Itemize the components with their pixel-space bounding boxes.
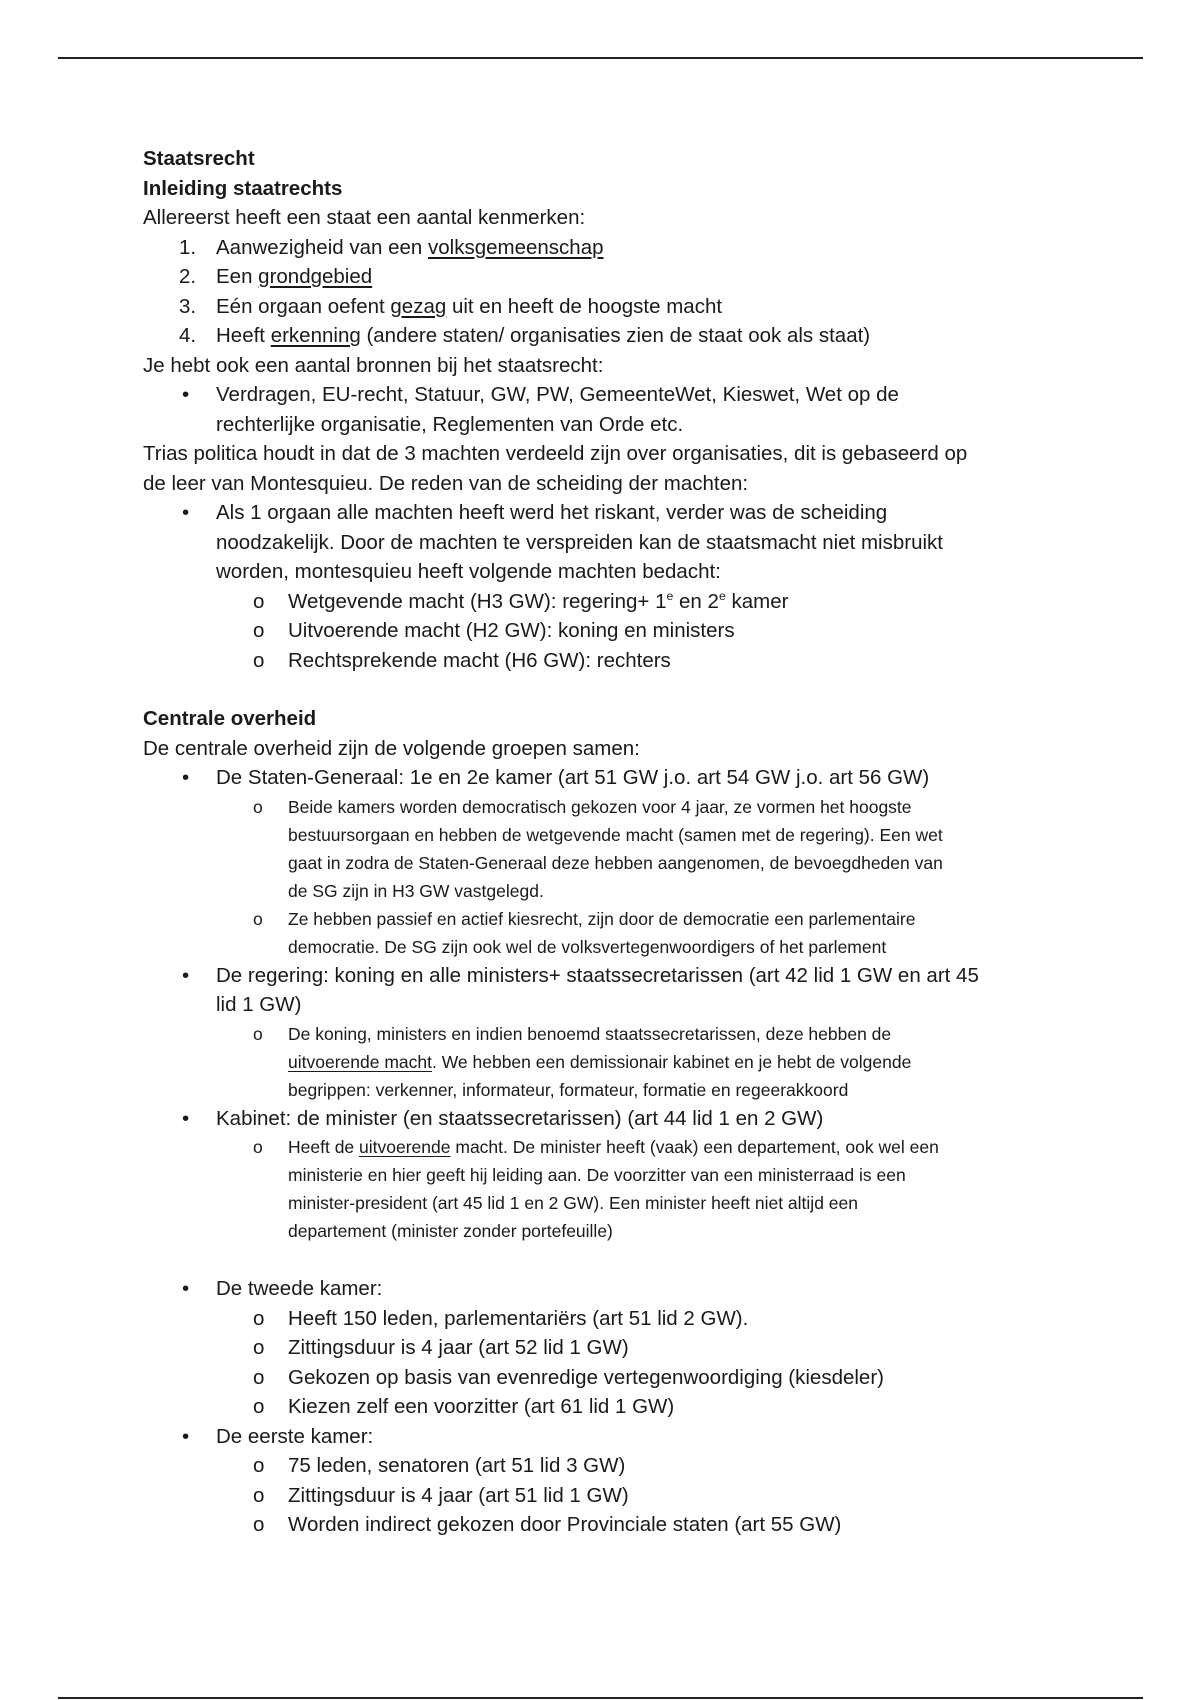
staten-generaal-sub: o Beide kamers worden democratisch gekozen voor 4 jaar, ze vormen het hoogste bestuursorgaan en hebben de wetgevende macht (samen met de regering). Een wet gaat in zodra de Staten-Generaal deze hebben aangenomen, de bevoegdheden van de SG zijn in H3 GW vastgelegd. [253, 796, 943, 901]
bronnen-intro: Je hebt ook een aantal bronnen bij het staatsrecht: [143, 353, 604, 377]
macht-item: o Wetgevende macht (H3 GW): regering+ $1^e$ en 2e kamer [253, 588, 789, 613]
kenmerk-item: 3. Eén orgaan oefent gezag uit en heeft de hoogste macht [179, 294, 723, 318]
eerste-kamer-item: • De eerste kamer: [182, 1424, 374, 1448]
document-body [143, 144, 1073, 1540]
tweede-kamer-sub: o Kiezen zelf een voorzitter (art 61 lid 1 GW) [253, 1395, 675, 1418]
kenmerk-item: 4. Heeft erkenning (andere staten/ organisaties zien de staat ook als staat) [179, 324, 871, 347]
kenmerk-item: 2. Een grondgebied [179, 265, 373, 288]
tweede-kamer-sub: o Heeft 150 leden, parlementariërs (art 51 lid 2 GW). [253, 1306, 749, 1330]
eerste-kamer-sub: o Zittingsduur is 4 jaar (art 51 lid 1 GW) [253, 1483, 629, 1507]
kabinet-sub: o Heeft de uitvoerende macht. De minister heeft (vaak) een departement, ook wel een ministerie en hier geeft hij leiding aan. De voorzitter van een ministerraad is een minister-president (art 45 lid 1 en 2 GW). Een minister heeft niet altijd een departement (minister zonder portefeuille) [253, 1137, 939, 1241]
intro-text: Allereerst heeft een staat een aantal kenmerken: [143, 206, 586, 229]
header-rule [58, 57, 1143, 59]
trias-paragraph: Trias politica houdt in dat de 3 machten verdeeld zijn over organisaties, dit is gebaseerd op de leer van Montesquieu. De reden van de scheiding der machten: [143, 442, 968, 495]
tweede-kamer-item: • De tweede kamer: [182, 1277, 383, 1300]
doc-subtitle: Inleiding staatrechts [143, 176, 343, 200]
tweede-kamer-sub: o Zittingsduur is 4 jaar (art 52 lid 1 GW) [253, 1336, 629, 1359]
regering-sub: o De koning, ministers en indien benoemd staatssecretarissen, deze hebben de uitvoerende macht. We hebben een demissionair kabinet en je hebt de volgende begrippen: verkenner, informateur, formateur, formatie en regeerakkoord [253, 1023, 912, 1100]
macht-item: o Rechtsprekende macht (H6 GW): rechters [253, 648, 671, 672]
doc-title: Staatsrecht [143, 147, 255, 170]
regering-item: • De regering: koning en alle ministers+ staatssecretarissen (art 42 lid 1 GW en art 45 lid 1 GW) [182, 963, 979, 1016]
tweede-kamer-sub: o Gekozen op basis van evenredige vertegenwoordiging (kiesdeler) [253, 1365, 884, 1389]
footer-rule [58, 1697, 1143, 1699]
scheiding-item: • Als 1 orgaan alle machten heeft werd het riskant, verder was de scheiding noodzakelijk. Door de machten te verspreiden kan de staatsmacht niet misbruikt worden, montesquieu heeft volgende machten bedacht: [182, 501, 943, 583]
eerste-kamer-sub: o 75 leden, senatoren (art 51 lid 3 GW) [253, 1454, 626, 1477]
kabinet-item: • Kabinet: de minister (en staatssecretarissen) (art 44 lid 1 en 2 GW) [182, 1106, 824, 1130]
eerste-kamer-sub: o Worden indirect gekozen door Provinciale staten (art 55 GW) [253, 1513, 842, 1536]
section-title-centrale-overheid: Centrale overheid [143, 707, 317, 730]
bronnen-item: • Verdragen, EU-recht, Statuur, GW, PW, GemeenteWet, Kieswet, Wet op de rechterlijke organisatie, Reglementen van Orde etc. [182, 383, 899, 436]
centrale-overheid-intro: De centrale overheid zijn de volgende groepen samen: [143, 736, 640, 760]
kenmerk-item: 1. Aanwezigheid van een volksgemeenschap [179, 235, 604, 259]
macht-item: o Uitvoerende macht (H2 GW): koning en ministers [253, 619, 735, 642]
staten-generaal-sub: o Ze hebben passief en actief kiesrecht, zijn door de democratie een parlementaire democratie. De SG zijn ook wel de volksvertegenwoordigers of het parlement [253, 908, 916, 957]
staten-generaal-item: • De Staten-Generaal: 1e en 2e kamer (art 51 GW j.o. art 54 GW j.o. art 56 GW) [182, 766, 930, 789]
